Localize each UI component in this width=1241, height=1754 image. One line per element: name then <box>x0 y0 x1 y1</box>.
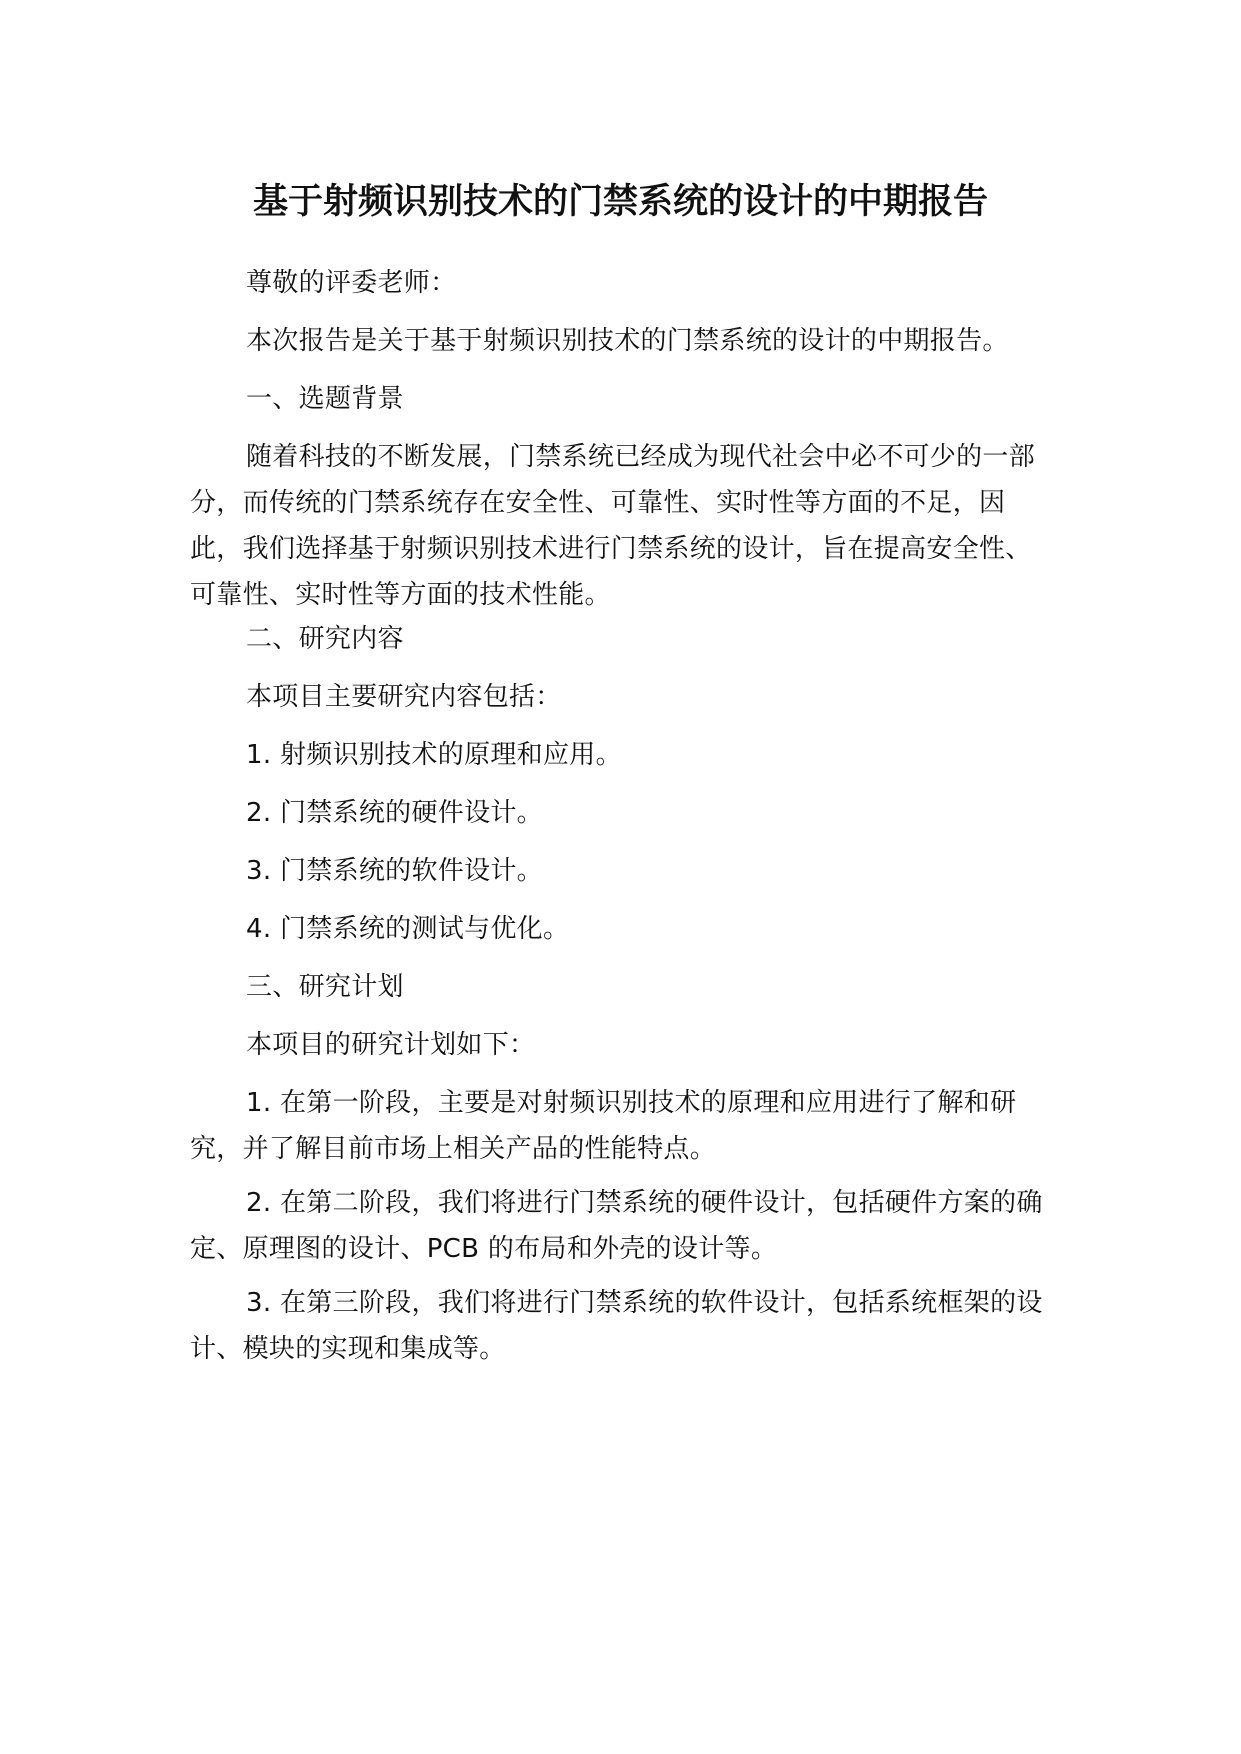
content-item-2: 2. 门禁系统的硬件设计。 <box>246 798 543 828</box>
content-item-1: 1. 射频识别技术的原理和应用。 <box>246 740 622 770</box>
section-heading-plan: 三、研究计划 <box>246 972 404 1002</box>
intro-paragraph: 本次报告是关于基于射频识别技术的门禁系统的设计的中期报告。 <box>246 326 1009 356</box>
plan-item-2: 2. 在第二阶段，我们将进行门禁系统的硬件设计，包括硬件方案的确定、原理图的设计、PCB 的布局和外壳的设计等。 <box>190 1188 1043 1264</box>
plan-intro: 本项目的研究计划如下： <box>246 1030 536 1060</box>
content-intro: 本项目主要研究内容包括： <box>246 682 562 712</box>
content-item-3: 3. 门禁系统的软件设计。 <box>246 856 543 886</box>
salutation: 尊敬的评委老师： <box>246 268 457 298</box>
document-title: 基于射频识别技术的门禁系统的设计的中期报告 <box>252 182 988 222</box>
plan-item-1: 1. 在第一阶段，主要是对射频识别技术的原理和应用进行了解和研究，并了解目前市场上相关产品的性能特点。 <box>190 1088 1017 1164</box>
background-paragraph: 随着科技的不断发展，门禁系统已经成为现代社会中必不可少的一部分，而传统的门禁系统存在安全性、可靠性、实时性等方面的不足，因此，我们选择基于射频识别技术进行门禁系统的设计，旨在提高安全性、可靠性、实时性等方面的技术性能。 <box>190 442 1036 610</box>
plan-item-3: 3. 在第三阶段，我们将进行门禁系统的软件设计，包括系统框架的设计、模块的实现和集成等。 <box>190 1288 1043 1364</box>
section-heading-background: 一、选题背景 <box>246 384 404 414</box>
content-item-4: 4. 门禁系统的测试与优化。 <box>246 914 570 944</box>
section-heading-content: 二、研究内容 <box>246 624 404 654</box>
